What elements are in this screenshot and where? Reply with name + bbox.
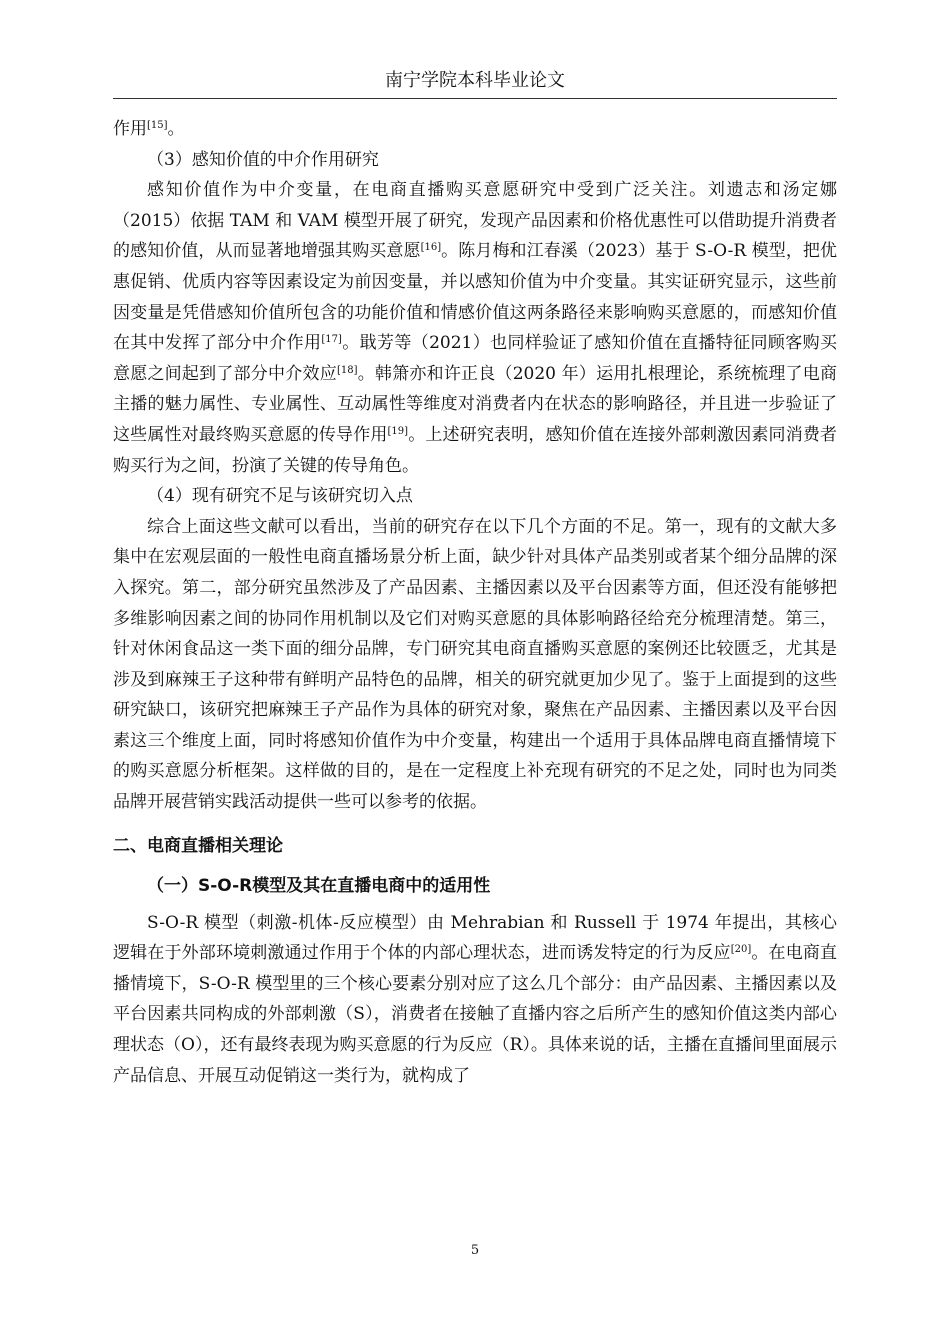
page-number: 5 bbox=[470, 1243, 480, 1258]
citation-ref: [20] bbox=[730, 944, 752, 956]
paragraph-research-gap: 综合上面这些文献可以看出，当前的研究存在以下几个方面的不足。第一，现有的文献大多集中在宏观层面的一般性电商直播场景分析上面，缺少针对具体产品类别或者某个细分品牌的深入探究。第二，部分研究虽然涉及了产品因素、主播因素以及平台因素等方面，但还没有能够把多维影响因素之间的协同作用机制以及它们对购买意愿的具体影响路径给充分梳理清楚。第三，针对休闲食品这一类下面的细分品牌，专门研究其电商直播购买意愿的案例还比较匮乏，尤其是涉及到麻辣王子这种带有鲜明产品特色的品牌，相关的研究就更加少见了。鉴于上面提到的这些研究缺口，该研究把麻辣王子产品作为具体的研究对象，聚焦在产品因素、主播因素以及平台因素这三个维度上面，同时将感知价值作为中介变量，构建出一个适用于具体品牌电商直播情境下的购买意愿分析框架。这样做的目的，是在一定程度上补充现有研究的不足之处，同时也为同类品牌开展营销实践活动提供一些可以参考的依据。 bbox=[113, 516, 837, 813]
paragraph-perceived-value: 感知价值作为中介变量，在电商直播购买意愿研究中受到广泛关注。刘遗志和汤定娜（2015）依据 TAM 和 VAM 模型开展了研究，发现产品因素和价格优惠性可以借助提升消费者的感知价值，从而显著地增强其购买意愿[16]。陈月梅和江春溪（2023）基于 S-O-R 模型，把优惠促销、优质内容等因素设定为前因变量，并以感知价值为中介变量。其实证研究显示，这些前因变量是凭借感知价值所包含的功能价值和情感价值这两条路径来影响购买意愿的，而感知价值在其中发挥了部分中介作用[17]。戢芳等（2021）也同样验证了感知价值在直播特征同顾客购买意愿之间起到了部分中介效应[18]。韩箫亦和许正良（2020 年）运用扎根理论，系统梳理了电商主播的魅力属性、专业属性、互动属性等维度对消费者内在状态的影响路径，并且进一步验证了这些属性对最终购买意愿的传导作用[19]。上述研究表明，感知价值在连接外部刺激因素同消费者购买行为之间，扮演了关键的传导角色。 bbox=[113, 180, 838, 476]
subsection-heading: （一）S-O-R模型及其在直播电商中的适用性 bbox=[147, 875, 491, 896]
paragraph-sor-model: S-O-R 模型（刺激-机体-反应模型）由 Mehrabian 和 Russell 于 1974 年提出，其核心逻辑在于外部环境刺激通过作用于个体的内部心理状态，进而诱发特定的行为反应[20]。在电商直播情境下，S-O-R 模型里的三个核心要素分别对应了这么几个部分：由产品因素、主播因素以及平台因素共同构成的外部刺激（S），消费者在接触了直播内容之后所产生的感知价值这类内部心理状态（O），还有最终表现为购买意愿的行为反应（R）。具体来说的话，主播在直播间里面展示产品信息、开展互动促销这一类行为，就构成了 bbox=[113, 912, 838, 1086]
subsection-title-4: （4）现有研究不足与该研究切入点 bbox=[147, 486, 413, 507]
page-body bbox=[113, 114, 837, 1091]
citation-ref: [19] bbox=[387, 425, 409, 437]
paragraph-continuation: 作用[15]。 bbox=[113, 119, 185, 139]
citation-ref: [15] bbox=[147, 120, 168, 131]
header-title: 南宁学院本科毕业论文 bbox=[385, 70, 565, 91]
subsection-title-3: （3）感知价值的中介作用研究 bbox=[147, 149, 379, 170]
citation-ref: [18] bbox=[336, 364, 358, 376]
page-header bbox=[113, 64, 837, 99]
citation-ref: [17] bbox=[321, 334, 342, 346]
section-heading: 二、电商直播相关理论 bbox=[113, 835, 283, 856]
citation-ref: [16] bbox=[420, 242, 442, 254]
